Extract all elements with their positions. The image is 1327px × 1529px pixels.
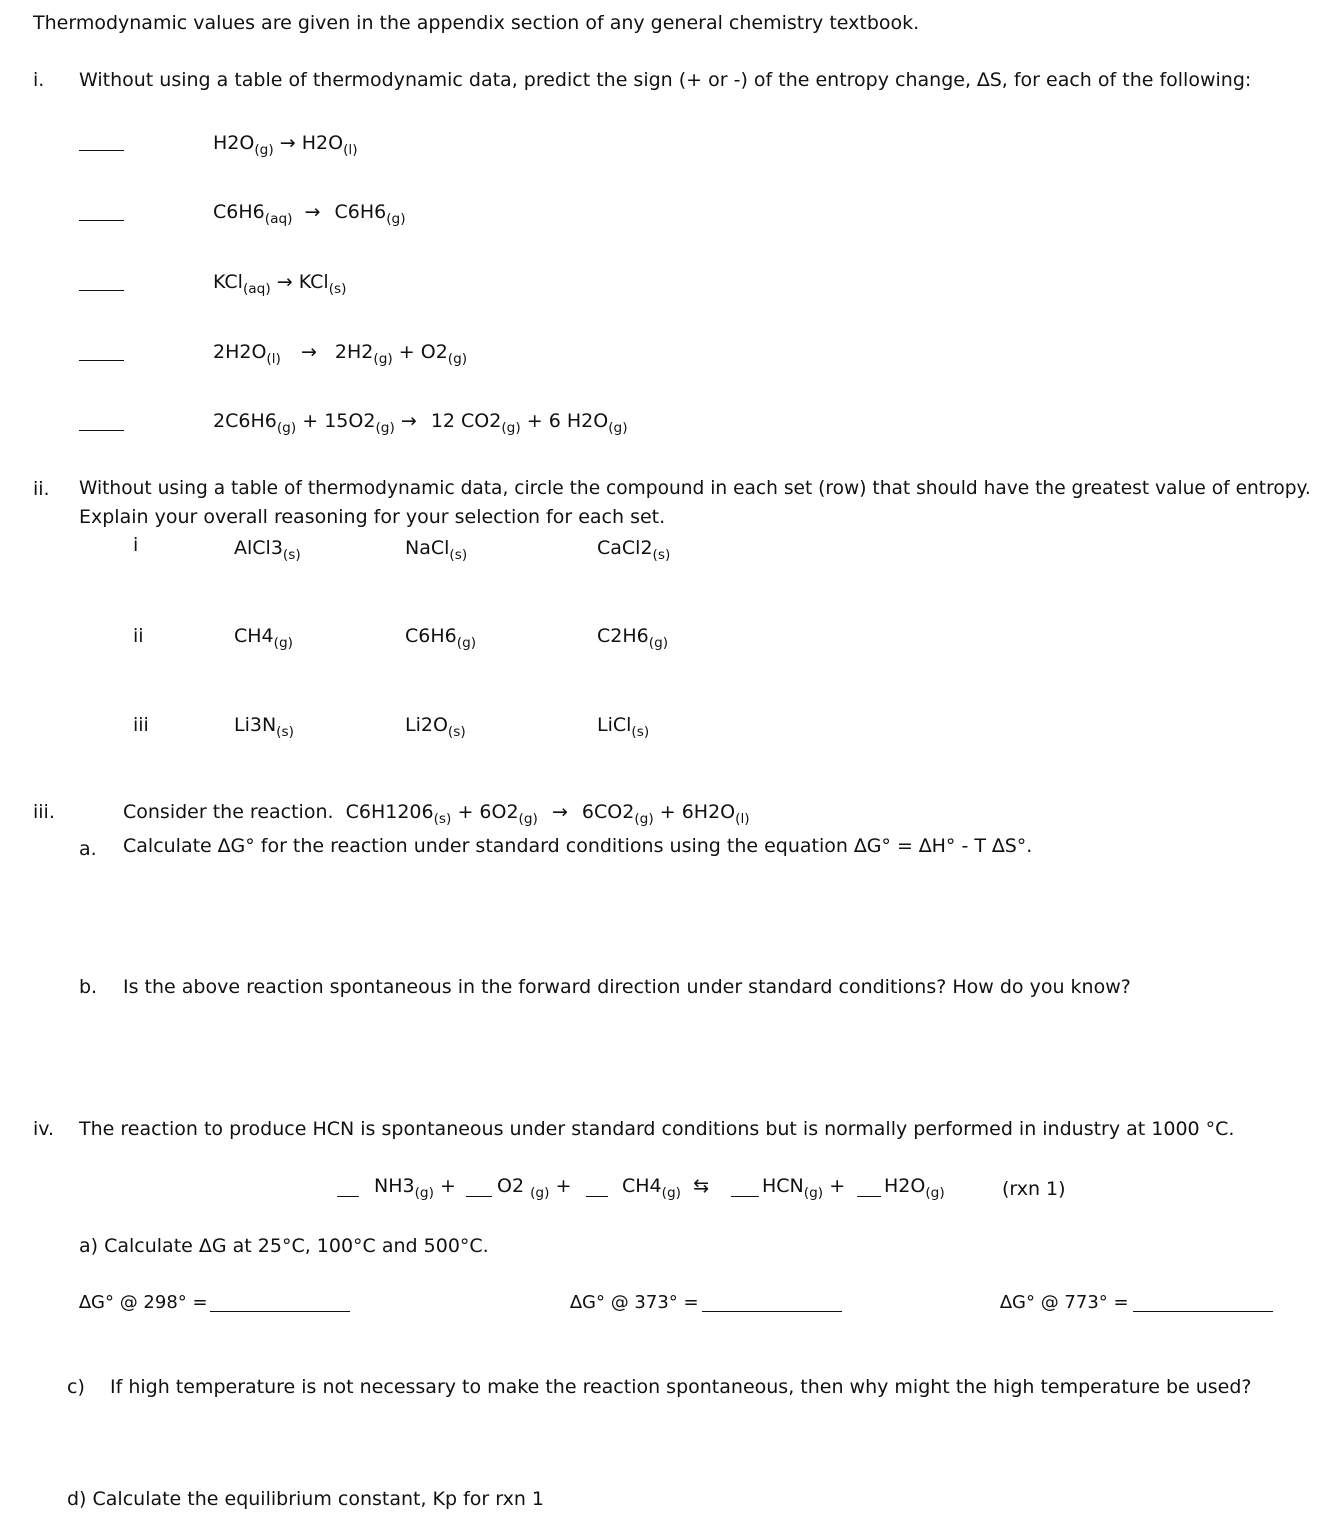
reaction-row: KCl$_{(aq)}$ → KCl$_{(s)}$ <box>213 271 347 297</box>
compound-option[interactable]: $C6H6_{(g)}$ <box>405 625 477 651</box>
compound-option[interactable]: $AlCl3_{(s)}$ <box>234 537 301 563</box>
q2-text-line2: Explain your overall reasoning for your selection for each set. <box>79 506 666 528</box>
compound-option[interactable]: $CH4_{(g)}$ <box>234 625 294 651</box>
coefficient-blank[interactable] <box>466 1196 492 1197</box>
q2-number: ii. <box>33 478 50 500</box>
coefficient-blank[interactable] <box>337 1196 359 1197</box>
reaction-row: $H2O_{(g)} \to H2O_{(l)}$ <box>213 132 358 158</box>
q2-text-line1: Without using a table of thermodynamic data, circle the compound in each set (row) that should have the greatest value of entropy. <box>79 478 1311 499</box>
reaction-row: $C6H6_{(aq)} \to C6H6_{(g)}$ <box>213 201 406 227</box>
dg-373-label: ∆G° @ 373° = <box>570 1292 699 1313</box>
q3a-text: Calculate ∆G° for the reaction under standard conditions using the equation ∆G° = ∆H° - T ∆S°. <box>123 835 1033 857</box>
set-label: ii <box>133 625 144 647</box>
dg-298-label: ∆G° @ 298° = <box>79 1292 208 1313</box>
q3b-label: b. <box>79 976 98 998</box>
coefficient-blank[interactable] <box>586 1196 608 1197</box>
answer-blank[interactable] <box>79 290 124 291</box>
ch4-term: $CH4_{(g)}$ ⇆ <box>622 1175 709 1201</box>
compound-option[interactable]: NaCl$_{(s)}$ <box>405 537 468 563</box>
q3b-text: Is the above reaction spontaneous in the forward direction under standard conditions? How do you know? <box>123 976 1131 998</box>
coefficient-blank[interactable] <box>857 1196 881 1197</box>
q4c-label: c) <box>67 1376 85 1398</box>
compound-option[interactable]: $C2H6_{(g)}$ <box>597 625 669 651</box>
compound-option[interactable]: $Li3N_{(s)}$ <box>234 714 294 740</box>
dg-773-label: ∆G° @ 773° = <box>1000 1292 1129 1313</box>
reaction-tag: (rxn 1) <box>1002 1178 1066 1200</box>
q3-number: iii. <box>33 801 55 823</box>
q4d-text: d) Calculate the equilibrium constant, Kp for rxn 1 <box>67 1488 544 1510</box>
reaction-row: $2H2O_{(l)} \to 2H2_{(g)} + O2_{(g)}$ <box>213 341 468 367</box>
compound-option[interactable]: $Li2O_{(s)}$ <box>405 714 466 740</box>
q4-number: iv. <box>33 1118 55 1140</box>
answer-blank[interactable] <box>79 150 124 151</box>
intro-text: Thermodynamic values are given in the appendix section of any general chemistry textbook. <box>33 12 920 34</box>
h2o-term: $H2O_{(g)}$ <box>884 1175 945 1201</box>
coefficient-blank[interactable] <box>731 1196 759 1197</box>
set-label: iii <box>133 714 149 736</box>
answer-blank[interactable] <box>79 430 124 431</box>
dg-373-answer-blank[interactable] <box>702 1311 842 1312</box>
q4a-text: a) Calculate ΔG at 25°C, 100°C and 500°C. <box>79 1235 489 1257</box>
hcn-term: $HCN_{(g)}$ + <box>762 1175 846 1201</box>
q1-text: Without using a table of thermodynamic data, predict the sign (+ or -) of the entropy change, ∆S, for each of the following: <box>79 69 1252 91</box>
o2-term: O2 $_{(g)}$ + <box>497 1175 572 1201</box>
answer-blank[interactable] <box>79 220 124 221</box>
nh3-term: $NH3_{(g)}$ + <box>374 1175 456 1201</box>
q3a-label: a. <box>79 838 97 860</box>
dg-773-answer-blank[interactable] <box>1133 1311 1273 1312</box>
dg-298-answer-blank[interactable] <box>210 1311 350 1312</box>
q1-number: i. <box>33 69 45 91</box>
compound-option[interactable]: LiCl$_{(s)}$ <box>597 714 650 740</box>
q3-reaction: Consider the reaction. $C6H1206_{(s)} + 6O2_{(g)} \to 6CO2_{(g)} + 6H2O_{(l)}$ <box>123 801 750 827</box>
q4-text: The reaction to produce HCN is spontaneous under standard conditions but is normally performed in industry at 1000 °C. <box>79 1118 1235 1140</box>
compound-option[interactable]: $CaCl2_{(s)}$ <box>597 537 671 563</box>
set-label: i <box>133 534 139 556</box>
reaction-row: $2C6H6_{(g)} + 15O2_{(g)} \to 12$ $CO2_{(g)} + 6$ $H2O_{(g)}$ <box>213 410 628 436</box>
q4c-text: If high temperature is not necessary to make the reaction spontaneous, then why might the high temperature be used? <box>110 1376 1252 1398</box>
answer-blank[interactable] <box>79 360 124 361</box>
